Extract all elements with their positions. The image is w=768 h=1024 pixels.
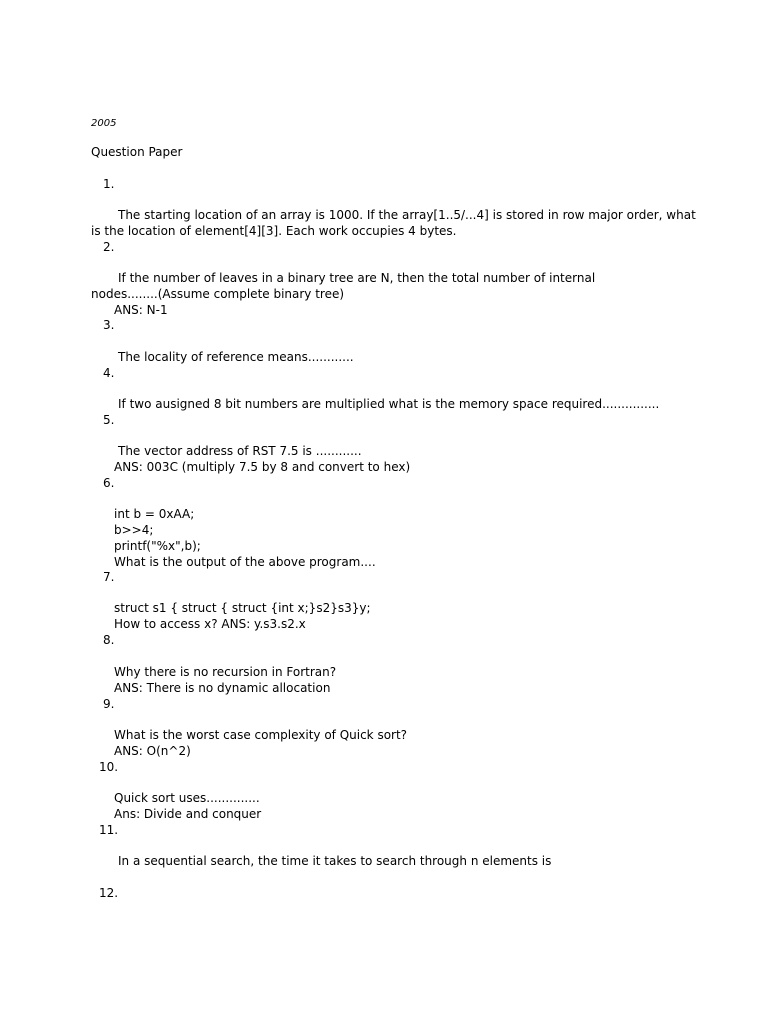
question-text: The vector address of RST 7.5 is ............ (118, 444, 362, 458)
answer-text: ANS: There is no dynamic allocation (114, 681, 331, 695)
question-number: 9. (103, 697, 115, 711)
question-text: The locality of reference means............ (118, 350, 354, 364)
code-line: printf("%x",b); (114, 539, 201, 553)
question-number: 10. (99, 760, 119, 774)
question-number: 3. (103, 318, 115, 332)
question-number: 11. (99, 823, 119, 837)
question-number: 8. (103, 633, 115, 647)
question-text: Quick sort uses.............. (114, 791, 260, 805)
question-text: What is the worst case complexity of Quick sort? (114, 728, 408, 742)
question-text: In a sequential search, the time it takes to search through n elements is (118, 854, 552, 868)
question-text: is the location of element[4][3]. Each work occupies 4 bytes. (91, 224, 457, 238)
code-line: struct s1 { struct { struct {int x;}s2}s3}y; (114, 601, 371, 615)
year-label: 2005 (91, 118, 117, 129)
code-line: b>>4; (114, 523, 154, 537)
question-text: nodes........(Assume complete binary tree) (91, 287, 345, 301)
question-number: 5. (103, 413, 115, 427)
question-number: 12. (99, 886, 119, 900)
question-text: What is the output of the above program.... (114, 555, 376, 569)
question-number: 6. (103, 476, 115, 490)
document-heading: Question Paper (91, 145, 183, 159)
question-number: 2. (103, 240, 115, 254)
question-text: Why there is no recursion in Fortran? (114, 665, 337, 679)
question-text: If two ausigned 8 bit numbers are multiplied what is the memory space required............... (118, 397, 660, 411)
answer-text: ANS: N-1 (114, 303, 168, 317)
question-number: 7. (103, 570, 115, 584)
code-line: int b = 0xAA; (114, 507, 195, 521)
question-text: If the number of leaves in a binary tree are N, then the total number of internal (118, 271, 596, 285)
answer-text: How to access x? ANS: y.s3.s2.x (114, 617, 306, 631)
answer-text: ANS: 003C (multiply 7.5 by 8 and convert to hex) (114, 460, 411, 474)
question-text: The starting location of an array is 1000. If the array[1..5/...4] is stored in row major order, what (118, 208, 696, 222)
answer-text: Ans: Divide and conquer (114, 807, 262, 821)
question-number: 4. (103, 366, 115, 380)
answer-text: ANS: O(n^2) (114, 744, 191, 758)
question-number: 1. (103, 177, 115, 191)
